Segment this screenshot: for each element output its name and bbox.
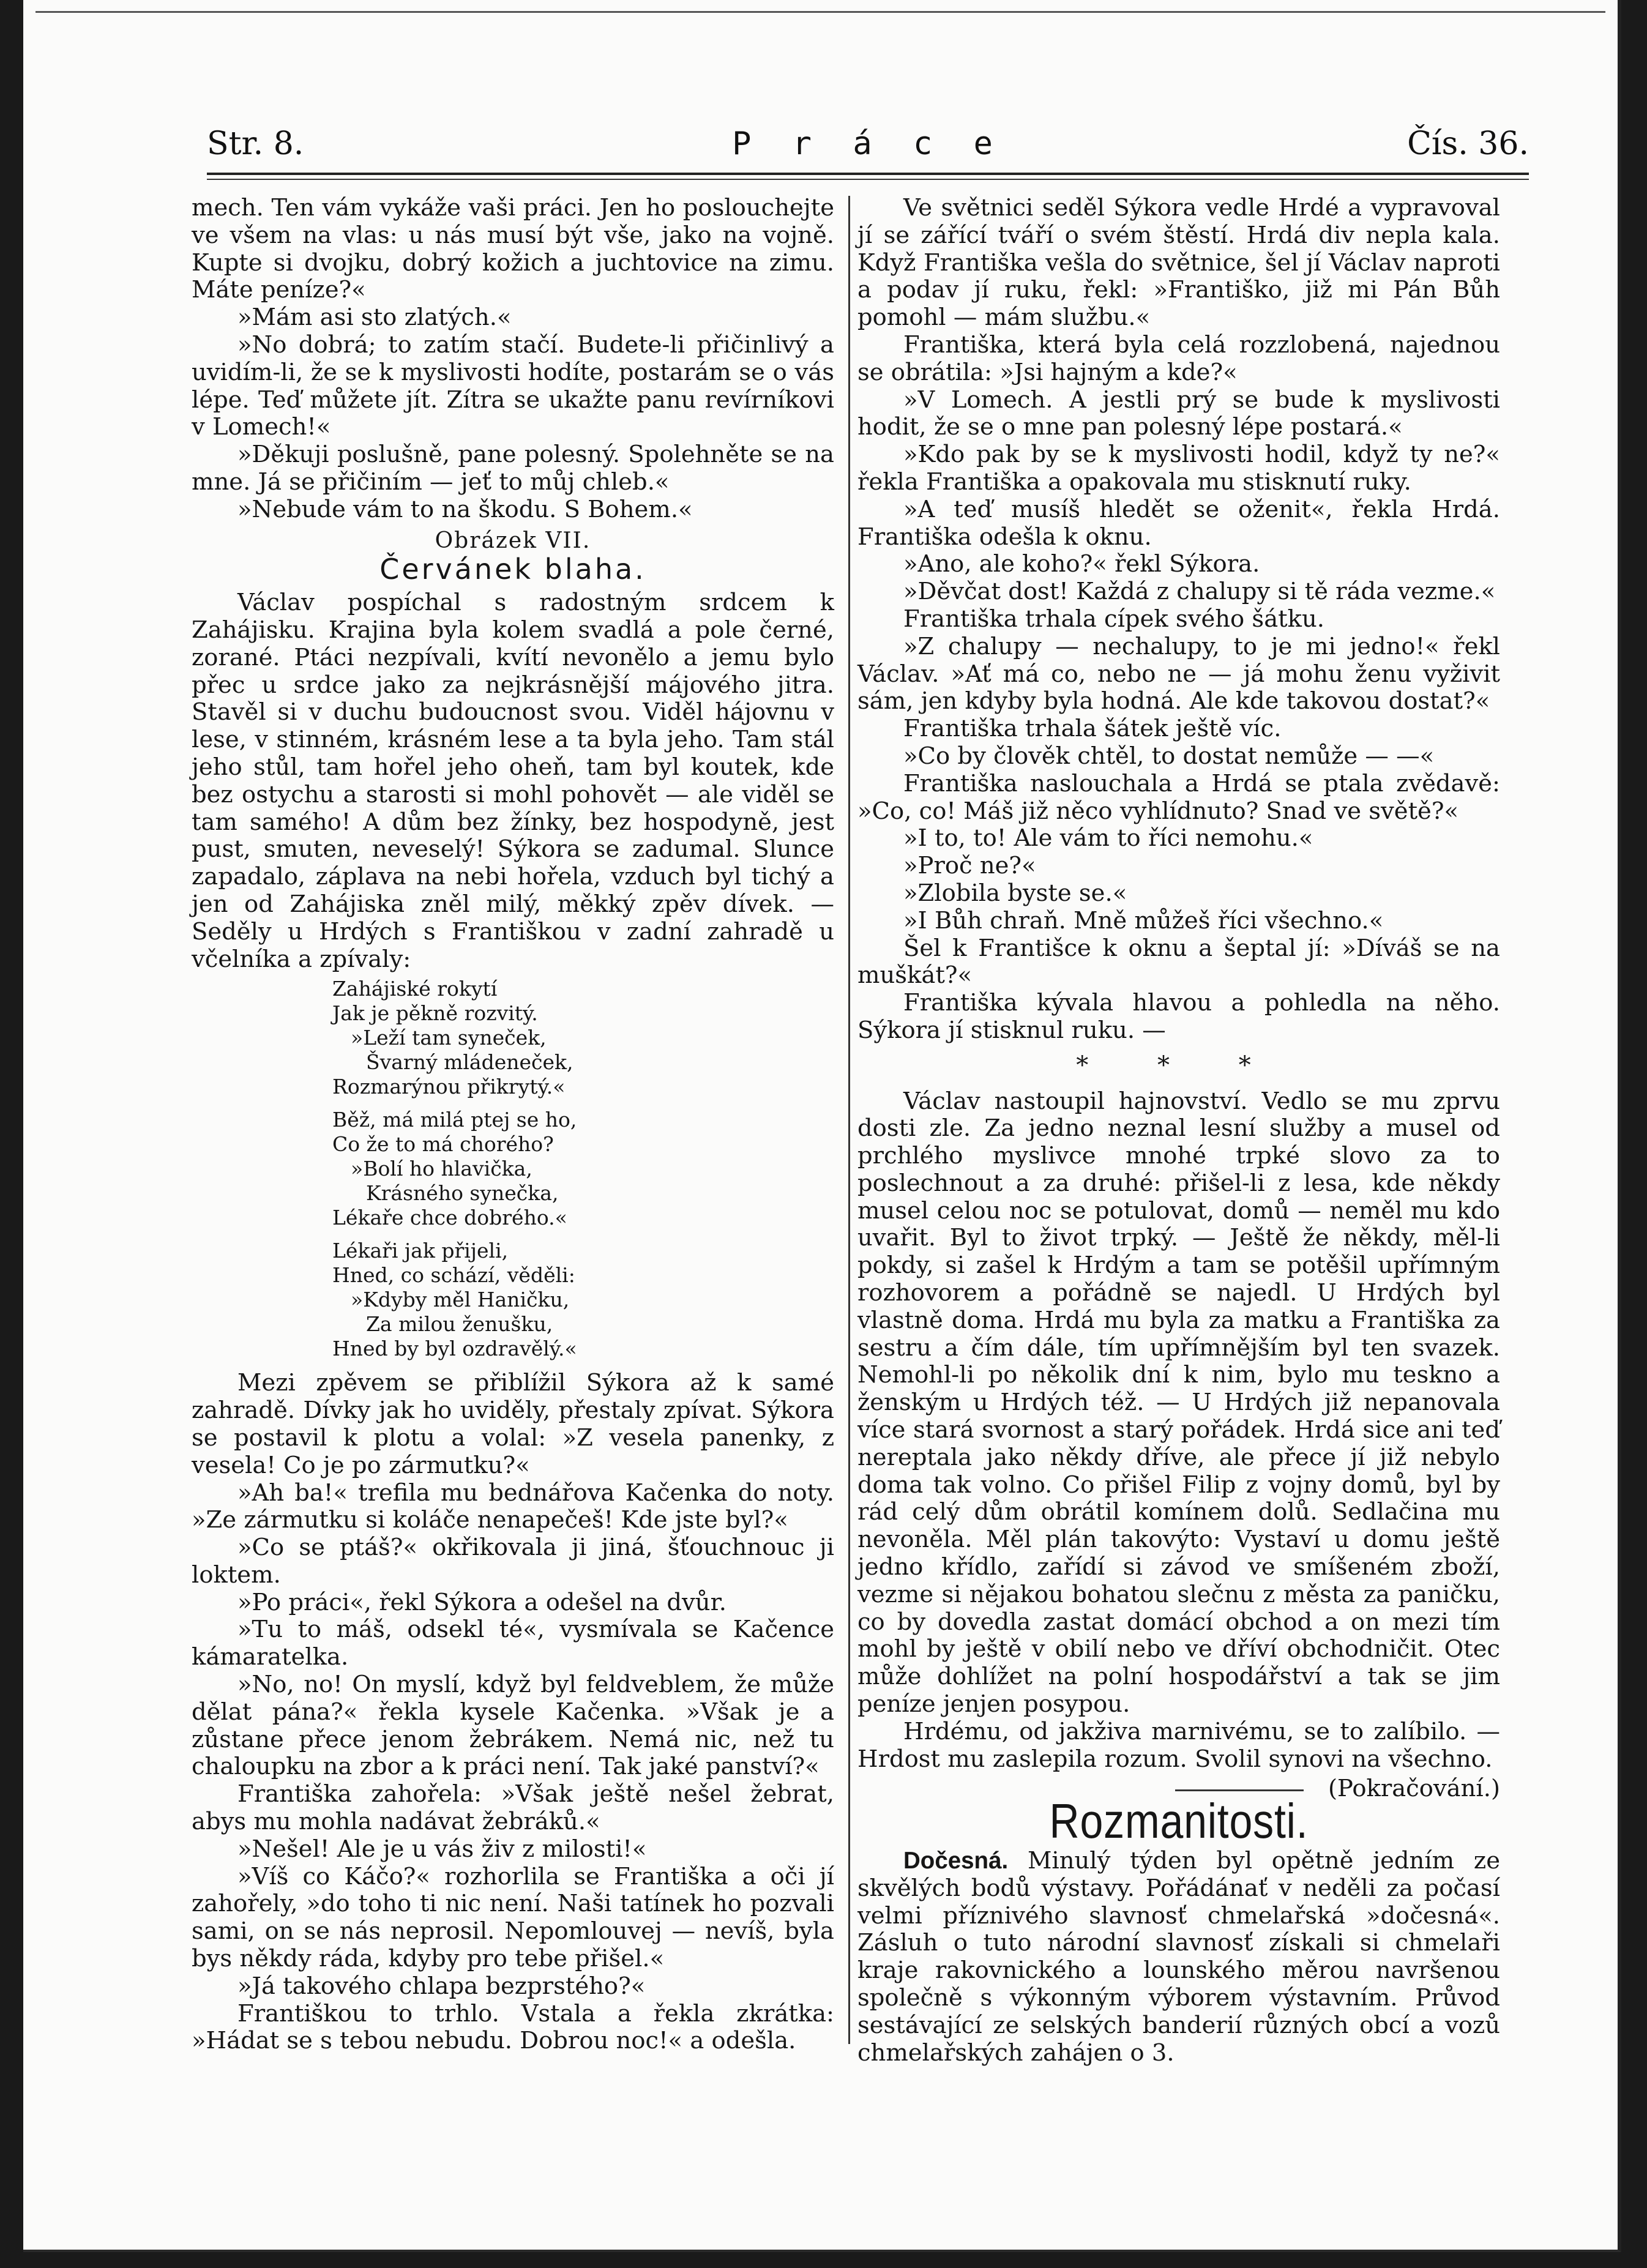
paragraph: »Víš co Káčo?« rozhorlila se Františka a oči jí zahořely, »do toho ti nic není. Naši tatínek ho pozvali sami, on se nás neprosil. Nepomlouvej — nevíš, byla bys někdy ráda, kdyby pro tebe přišel.« [192, 1862, 834, 1973]
paragraph [857, 1848, 1500, 2067]
poem-line: Švarný mládeneček, [366, 1050, 573, 1075]
paragraph: »Co by člověk chtěl, to dostat nemůže — —« [903, 742, 1435, 770]
page-header [207, 125, 1529, 168]
paragraph: »Co se ptáš?« okřikovala ji jiná, šťouchnouc ji loktem. [192, 1534, 834, 1589]
paragraph: Šel k Františce k oknu a šeptal jí: »Díváš se na muškát?« [857, 934, 1500, 990]
poem-line: »Kdyby měl Haničku, [351, 1288, 570, 1312]
paragraph: »I Bůh chraň. Mně můžeš říci všechno.« [903, 906, 1384, 934]
paragraph: mech. Ten vám vykáže vaši práci. Jen ho poslouchejte ve všem na vlas: u nás musí být vše, jako na vojně. Kupte si dvojku, dobrý kožich a juchtovice na zimu. Máte peníze?« [192, 194, 834, 304]
song-poem [332, 977, 834, 1361]
paragraph: Mezi zpěvem se přiblížil Sýkora až k samé zahradě. Dívky jak ho uviděly, přestaly zpívat. Sýkora se postavil k plotu a volal: »Z vesela panenky, z vesela! Co je po zármutku?« [192, 1369, 834, 1479]
paragraph-text: Minulý týden byl opětně jedním ze skvělých bodů výstavy. Pořádánať v neděli za počasí velmi příznivého slavnosť chmelařská »dočesná«. Zásluh o tuto národní slavnosť získali si chmelaři kraje rakovnického a lounského měrou navršenou společně s výkonným výborem výstavním. Průvod sestávající ze selských banderií různých obcí a vozů chmelařských zahájen o 3. [857, 1847, 1500, 2067]
paragraph: »Nešel! Ale je u vás živ z milosti!« [237, 1835, 647, 1863]
paragraph: »Nebude vám to na škodu. S Bohem.« [237, 495, 693, 523]
paragraph: Václav pospíchal s radostným srdcem k Zahájisku. Krajina byla kolem svadlá a pole černé, zorané. Ptáci nezpívali, kvítí nevonělo a jemu bylo přec u srdce jako za nejkrásnější májového jitra. Stavěl si v duchu budoucnost svou. Viděl hájovnu v lese, v stinném, krásném lese a ta byla jeho. Tam stál jeho stůl, tam hořel jeho oheň, tam byl koutek, kde bez ostychu a starosti si mohl pohovět — ale viděl se tam samého! A dům bez žínky, bez hospodyně, jest pust, smuten, neveselý! Sýkora se zadumal. Slunce zapadalo, záplava na nebi hořela, vzduch byl tichý a jen od Zahájiska zněl milý, měkký zpěv dívek. — Seděly u Hrdých s Františkou v zadní zahradě u včelníka a zpívaly: [192, 589, 834, 973]
page-number: Str. 8. [207, 125, 304, 162]
poem-line: Za milou ženušku, [366, 1312, 553, 1337]
paragraph: Františka, která byla celá rozzlobená, najednou se obrátila: »Jsi hajným a kde?« [857, 330, 1500, 386]
paragraph: »Kdo pak by se k myslivosti hodil, když ty ne?« řekla Františka a opakovala mu stisknutí ruky. [857, 441, 1500, 496]
chapter-title: Červánek blaha. [379, 553, 646, 586]
poem-line: Rozmarýnou přikrytý.« [332, 1075, 566, 1099]
poem-line: Co že to má chorého? [332, 1132, 554, 1157]
poem-line: Lékaři jak přijeli, [332, 1239, 509, 1263]
section-break-stars: * * * [1076, 1051, 1282, 1080]
poem-line: Krásného synečka, [366, 1181, 559, 1206]
paragraph: »Po práci«, řekl Sýkora a odešel na dvůr. [237, 1588, 727, 1616]
runin-heading: Dočesná. [903, 1848, 1009, 1874]
short-rule [1175, 1789, 1304, 1791]
paragraph: »No dobrá; to zatím stačí. Budete-li přičinlivý a uvidím-li, že se k myslivosti hodíte, postarám se o vás lépe. Teď můžete jít. Zítra se ukažte panu revírníkovi v Lomech!« [192, 330, 834, 441]
paragraph: »V Lomech. A jestli prý se bude k myslivosti hodit, že se o mne pan polesný lépe postará.« [857, 386, 1500, 441]
poem-stanza [332, 1108, 834, 1230]
newspaper-title: P r á c e [732, 125, 1004, 162]
header-rule-thin [207, 179, 1529, 180]
right-column [857, 195, 1500, 2067]
poem-stanza [332, 977, 834, 1099]
paragraph: Hrdému, od jakživa marnivému, se to zalíbilo. — Hrdost mu zaslepila rozum. Svolil synovi na všechno. [857, 1717, 1500, 1773]
poem-line: Hned, co schází, věděli: [332, 1263, 575, 1288]
paragraph: »Z chalupy — nechalupy, to je mi jedno!« řekl Václav. »Ať má co, nebo ne — já mohu ženu vyživit sám, jen kdyby byla hodná. Ale kde takovou dostat?« [857, 632, 1500, 715]
chapter-number: Obrázek VII. [435, 528, 591, 553]
paragraph: »I to, to! Ale vám to říci nemohu.« [903, 824, 1313, 852]
paragraph: Františka trhala šátek ještě víc. [903, 715, 1282, 743]
paragraph: »No, no! On myslí, když byl feldveblem, že může dělat pána?« řekla kysele Kačenka. »Však je a zůstane přece jenom žebrákem. Nemá nic, než tu chaloupku na zbor a k práci není. Tak jaké panství?« [192, 1671, 834, 1781]
paragraph: »Ah ba!« trefila mu bednářova Kačenka do noty. »Ze zármutku si koláče nenapečeš! Kde jste byl?« [192, 1479, 834, 1534]
issue-number: Čís. 36. [1407, 125, 1529, 162]
paragraph: Václav nastoupil hajnovství. Vedlo se mu zprvu dosti zle. Za jedno neznal lesní služby a musel od prchlého myslivce mnohé trpké slovo za to poslechnout a za druhé: přišel-li z lesa, kde někdy musel celou noc se potulovat, domů — neměl mu kdo uvařit. Byl to život trpký. — Ještě že někdy, měl-li pokdy, si zašel k Hrdým a tam se potěšil upřímným rozhovorem a pořádně se najedl. U Hrdých byl vlastně doma. Hrdá mu byla za matku a Františka za sestru a čím dále, tím upřímnějším byl ten svazek. Nemohl-li po několik dní k nim, bylo mu teskno a ženským u Hrdých též. — U Hrdých již nepanovala více stará svornost a starý pořádek. Hrdá sice ani teď nereptala jako někdy dříve, ale přece jí již nebylo doma tak volno. Co přišel Filip z vojny domů, byl by rád celý dům obrátil komínem dolů. Sedlačina mu nevoněla. Měl plán takovýto: Vystaví u domu ještě jedno křídlo, zařídí si závod ve smíšeném zboží, vezme si nějakou bohatou slečnu z města za paničku, co by dovedla zastat domácí obchod a on mezi tím mohl by ještě v obilí nebo ve dříví obchodničit. Otec může dohlížet na polní hospodářství a tak se jim peníze jenjen posypou. [857, 1087, 1500, 1718]
poem-line: Zahájiské rokytí [332, 977, 498, 1001]
paragraph: »Já takového chlapa bezprstého?« [237, 1972, 646, 2000]
poem-line: Lékaře chce dobrého.« [332, 1206, 567, 1230]
newspaper-page [23, 0, 1621, 2252]
poem-stanza [332, 1239, 834, 1361]
poem-line: Jak je pěkně rozvitý. [332, 1001, 538, 1026]
paragraph: Františka naslouchala a Hrdá se ptala zvědavě: »Co, co! Máš již něco vyhlídnuto? Snad ve světě?« [857, 769, 1500, 825]
continued-label: (Pokračování.) [1328, 1775, 1500, 1803]
paragraph: Františkou to trhlo. Vstala a řekla zkrátka: »Hádat se s tebou nebudu. Dobrou noc!« a odešla. [192, 1999, 834, 2055]
paragraph: »A teď musíš hledět se oženit«, řekla Hrdá. Františka odešla k oknu. [857, 495, 1500, 551]
poem-line: »Leží tam syneček, [351, 1026, 547, 1050]
section-title: Rozmanitosti. [1049, 1794, 1309, 1849]
paragraph: »Děkuji poslušně, pane polesný. Spolehněte se na mne. Já se přičiním — jeť to můj chleb.« [192, 441, 834, 496]
paragraph: Ve světnici seděl Sýkora vedle Hrdé a vypravoval jí se zářící tváří o svém štěstí. Hrdá div nepla kala. Když Františka vešla do světnice, šel jí Václav naproti a podav jí ruku, řekl: »Františko, již mi Pán Bůh pomohl — mám službu.« [857, 194, 1500, 332]
paragraph: »Tu to máš, odsekl té«, vysmívala se Kačence kámaratelka. [192, 1616, 834, 1671]
header-rule [207, 173, 1529, 175]
paragraph: Františka kývala hlavou a pohledla na něho. Sýkora jí stisknul ruku. — [857, 989, 1500, 1044]
paragraph: »Ano, ale koho?« řekl Sýkora. [903, 550, 1260, 578]
paragraph: »Zlobila byste se.« [903, 879, 1127, 907]
poem-line: »Bolí ho hlavička, [351, 1157, 532, 1181]
paragraph: »Proč ne?« [903, 852, 1036, 880]
column-divider [848, 196, 850, 2044]
paragraph: »Děvčat dost! Každá z chalupy si tě ráda vezme.« [903, 578, 1496, 606]
paragraph: Františka zahořela: »Však ještě nešel žebrat, abys mu mohla nadávat žebráků.« [192, 1780, 834, 1836]
left-column [192, 195, 834, 2055]
page-frame-line [35, 11, 1605, 13]
poem-line: Hned by byl ozdravělý.« [332, 1337, 577, 1361]
paragraph: »Mám asi sto zlatých.« [237, 304, 512, 332]
poem-line: Běž, má milá ptej se ho, [332, 1108, 577, 1132]
paragraph: Františka trhala cípek svého šátku. [903, 605, 1324, 633]
